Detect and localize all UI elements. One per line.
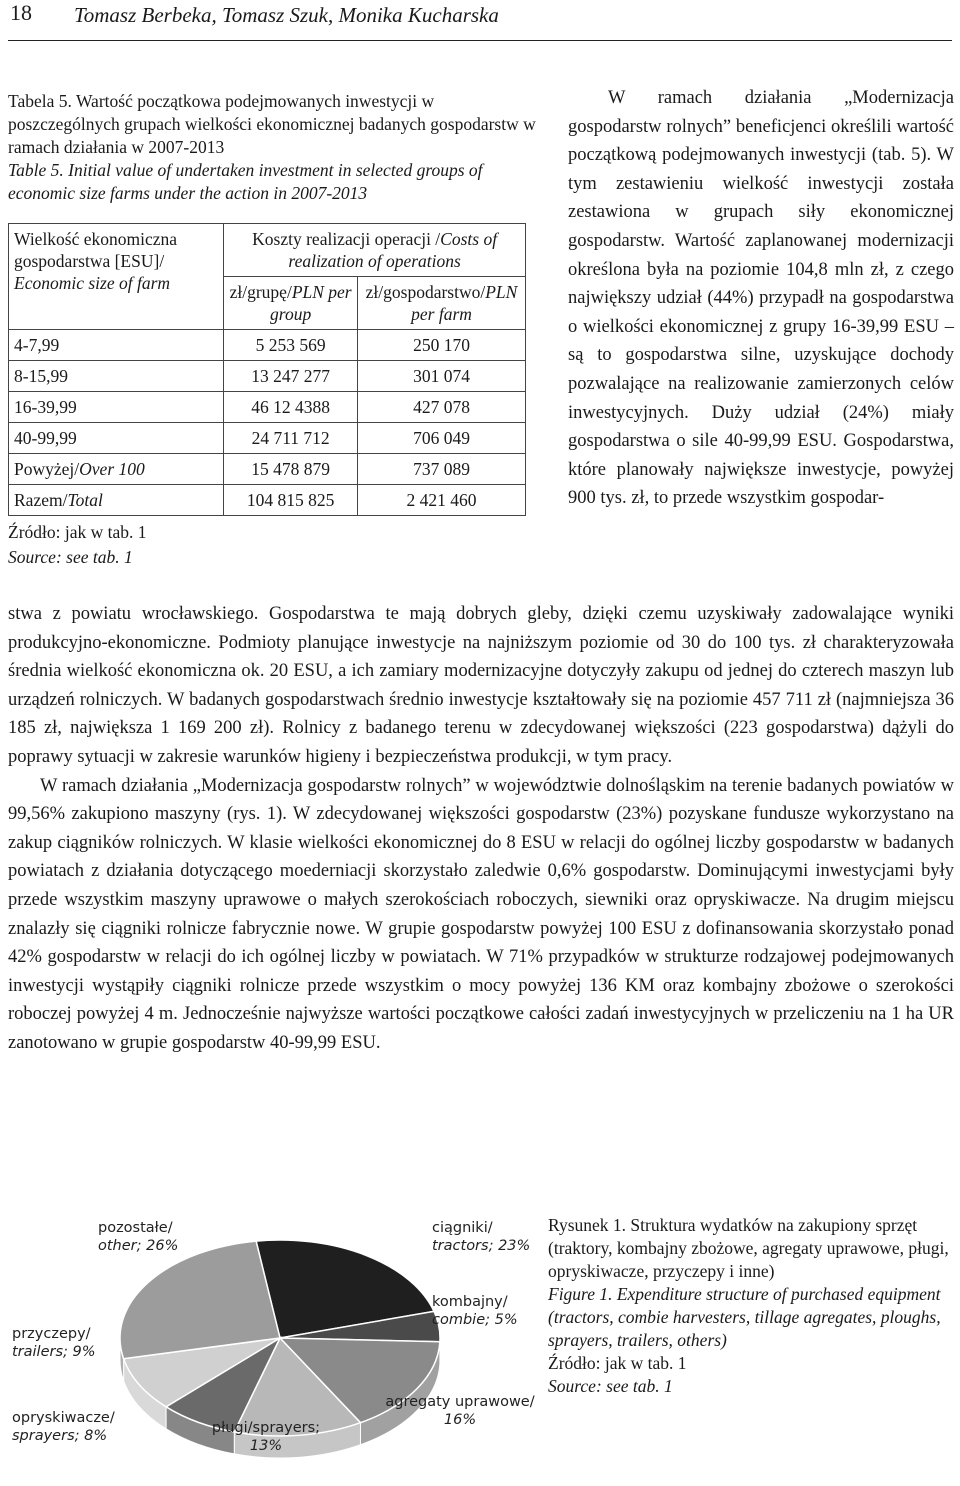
pie-label: agregaty uprawowe/ 16% [385,1394,534,1428]
table-caption-en: Table 5. Initial value of undertaken investment in selected groups of economic size farms under the action in 2007-2013 [8,159,536,205]
cell-per-farm: 250 170 [358,330,526,361]
pie-label: kombajny/ combie; 5% [432,1294,518,1328]
cell-size: 4-7,99 [9,330,224,361]
paragraph-1: stwa z powiatu wrocławskiego. Gospodarstwa te mają dobrych gleby, dzięki czemu uzyskiwały zadowalające wyniki produkcyjno-ekonomiczne. Podmioty planujące inwestycje na najniższym poziomie od 30 do 100 tys. zł charakteryzowała średnia wielkość ekonomiczna ok. 20 ESU, a ich zamiary modernizacyjne dotyczyły zakupu od jednej do czterech maszyn lub urządzeń rolniczych. W badanych gospodarstwach średnio inwestycje kształtowały się na poziomie 457 711 zł (najmniejsza 36 185 zł, największa 1 169 200 zł). Rolnicy z badanego terenu w zdecydowanej większości (223 gospodarstwa) dążyli do poprawy sytuacji w zakresie warunków higieny i bezpieczeństwa produkcji, w tym pracy. [8,600,954,772]
table-row [9,485,526,516]
pie-label: pozostałe/ other; 26% [98,1220,178,1254]
paragraph-2: W ramach działania „Modernizacja gospodarstw rolnych” w województwie dolnośląskim na terenie badanych powiatów w 99,56% zakupiono maszyny (rys. 1). W zdecydowanej większości gospodarstw (23%) pozyskane fundusze wykorzystano na zakup ciągników rolniczych. W klasie wielkości ekonomicznej do 8 ESU w relacji do ogólnej liczby gospodarstw w badanych powiatach z działania dotyczącego moederniacji skorzystało zaledwie 0,6% gospodarstw. Dominującymi inwestycjami były przede wszystkim maszyny uprawowe o małych szerokościach roboczych, siewniki oraz opryskiwacze. Na drugim miejscu znalazły się ciągniki rolnicze fabrycznie nowe. W grupie gospodarstw powyżej 100 ESU z dofinansowania skorzystało ponad 42% gospodarstw w relacji do ich ogólnej liczby w powiatach. W 71% przypadków w strukturze rodzajowej podejmowanych inwestycji wystąpiły ciągniki rolnicze przede wszystkim o mocy powyżej 136 KM oraz kombajny zbożowe o szerokości roboczej powyżej 4 m. Jednocześnie najwyższe wartości początkowe całości zadań inwestycyjnych w przeliczeniu na 1 ha UR zanotowano w grupie gospodarstw 40-99,99 ESU. [8,772,954,1058]
right-column-paragraph: W ramach działania „Modernizacja gospodarstw rolnych” beneficjenci określili wartość początkową podejmowanych inwestycji (tab. 5). W tym zestawieniu wielkość inwestycji została zestawiona w grupach siły ekonomicznej gospodarstw. Wartość zaplanowanej modernizacji określona była na poziomie 104,8 mln zł, z czego największy udział (44%) przypadł na gospodarstwa o wielkości ekonomicznej z grupy 16-39,99 ESU – są to gospodarstwa silne, uzyskujące dochody pozwalające na realizowanie zamierzonych celów inwestycyjnych. Duży udział (24%) miały gospodarstwa o sile 40-99,99 ESU. Gospodarstwa, które planowały największe inwestycje, powyżej 900 tys. zł, to przede wszystkim gospodar- [568,84,954,513]
table-caption-pl: Tabela 5. Wartość początkowa podejmowanych inwestycji w poszczególnych grupach wielkości ekonomicznej badanych gospodarstw w ramach działania w 2007-2013 [8,90,536,159]
col-header-size: Wielkość ekonomiczna gospodarstwa [ESU]/ Economic size of farm [9,224,224,330]
cell-per-group: 15 478 879 [224,454,358,485]
cell-per-farm: 2 421 460 [358,485,526,516]
page-number: 18 [10,0,32,26]
col-header-per-farm: zł/gospodarstwo/PLN per farm [358,277,526,330]
cell-per-group: 46 12 4388 [224,392,358,423]
data-table [8,223,526,516]
pie-label: ciągniki/ tractors; 23% [432,1220,530,1254]
table-row [9,423,526,454]
figure-caption: Rysunek 1. Struktura wydatków na zakupiony sprzęt (traktory, kombajny zbożowe, agregaty uprawowe, pługi, opryskiwacze, przyczepy i inne) Figure 1. Expenditure structure of purchased equipment (tractors, combie harvesters, tillage agregates, ploughs, sprayers, trailers, others) Źródło: jak w tab. 1 Source: see tab. 1 [548,1214,956,1398]
cell-size: 16-39,99 [9,392,224,423]
col-header-costs: Koszty realizacji operacji /Costs of realization of operations [224,224,526,277]
pie-label: opryskiwacze/ sprayers; 8% [12,1410,115,1444]
table-row [9,454,526,485]
cell-size: 40-99,99 [9,423,224,454]
table-row [9,361,526,392]
cell-per-farm: 737 089 [358,454,526,485]
cell-size: Powyżej/Over 100 [9,454,224,485]
table-row [9,392,526,423]
pie-label: przyczepy/ trailers; 9% [12,1326,96,1360]
pie-chart-figure [8,1210,538,1481]
cell-per-group: 24 711 712 [224,423,358,454]
table-caption [8,90,536,205]
cell-per-group: 104 815 825 [224,485,358,516]
cell-per-farm: 427 078 [358,392,526,423]
cell-per-farm: 706 049 [358,423,526,454]
table-row [9,330,526,361]
page-header [8,0,952,41]
pie-chart [8,1210,538,1481]
running-authors: Tomasz Berbeka, Tomasz Szuk, Monika Kucharska [74,3,499,28]
right-column-text [568,84,954,513]
col-header-per-group: zł/grupę/PLN per group [224,277,358,330]
cell-size: Razem/Total [9,485,224,516]
cell-per-farm: 301 074 [358,361,526,392]
cell-size: 8-15,99 [9,361,224,392]
cell-per-group: 13 247 277 [224,361,358,392]
cell-per-group: 5 253 569 [224,330,358,361]
pie-label: pługi/sprayers; 13% [212,1420,320,1454]
table-source: Źródło: jak w tab. 1 Source: see tab. 1 [8,520,147,570]
main-text [8,600,954,1058]
pie-slice [120,1241,280,1359]
